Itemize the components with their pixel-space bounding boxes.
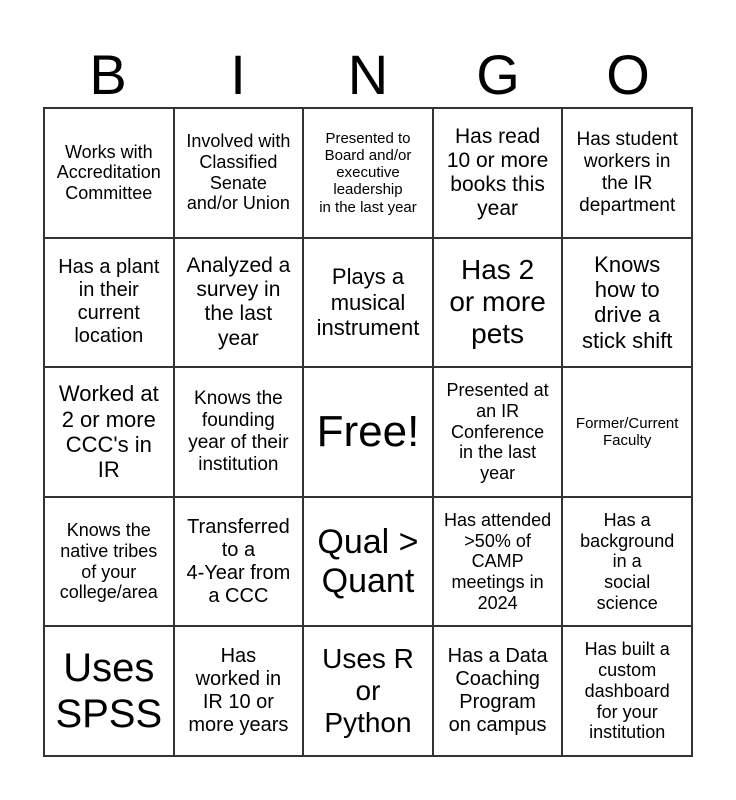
bingo-cell[interactable]	[174, 626, 304, 756]
cell-text: Has a background in a social science	[580, 509, 675, 613]
bingo-cell[interactable]	[174, 367, 304, 497]
cell-text: Presented at an IR Conference in the last year	[446, 380, 549, 484]
bingo-cell[interactable]	[303, 108, 433, 238]
bingo-cell[interactable]	[433, 238, 563, 368]
cell-text: Transferred to a 4-Year from a CCC	[186, 515, 291, 607]
bingo-cell[interactable]	[562, 626, 692, 756]
bingo-cell[interactable]	[433, 367, 563, 497]
cell-text: Has student workers in the IR department	[576, 129, 678, 216]
bingo-cell[interactable]	[562, 108, 692, 238]
cell-text: Knows how to drive a stick shift	[581, 251, 673, 353]
cell-text: Free!	[316, 406, 420, 456]
bingo-cell[interactable]	[562, 497, 692, 627]
bingo-cell[interactable]	[174, 238, 304, 368]
bingo-cell[interactable]	[44, 238, 174, 368]
bingo-cell[interactable]	[174, 497, 304, 627]
header-letter-b: B	[89, 43, 127, 106]
cell-text: Has read 10 or more books this year	[446, 124, 549, 220]
bingo-cell[interactable]	[44, 108, 174, 238]
cell-text: Has 2 or more pets	[449, 254, 546, 350]
cell-text: Qual > Quant	[317, 522, 419, 600]
header-letter-n: N	[347, 43, 389, 106]
cell-text: Knows the native tribes of your college/area	[59, 520, 158, 603]
header-letter-i: I	[230, 43, 246, 106]
bingo-cell[interactable]	[303, 497, 433, 627]
bingo-cell[interactable]	[562, 367, 692, 497]
bingo-header	[43, 44, 693, 106]
bingo-cell[interactable]	[433, 497, 563, 627]
bingo-cell[interactable]	[174, 108, 304, 238]
cell-text: Involved with Classified Senate and/or Union	[186, 131, 291, 214]
cell-text: Has worked in IR 10 or more years	[188, 645, 289, 737]
cell-text: Presented to Board and/or executive leadership in the last year	[319, 129, 417, 216]
bingo-cell-free[interactable]	[303, 367, 433, 497]
cell-text: Knows the founding year of their institution	[188, 388, 289, 475]
bingo-cell[interactable]	[433, 626, 563, 756]
bingo-cell[interactable]	[44, 367, 174, 497]
bingo-grid	[43, 107, 693, 757]
bingo-cell[interactable]	[44, 626, 174, 756]
cell-text: Plays a musical instrument	[316, 264, 420, 341]
bingo-cell[interactable]	[433, 108, 563, 238]
cell-text: Works with Accreditation Committee	[56, 141, 161, 204]
cell-text: Uses R or Python	[322, 642, 414, 739]
header-letter-g: G	[476, 43, 520, 106]
bingo-cell[interactable]	[303, 626, 433, 756]
cell-text: Former/Current Faculty	[575, 414, 679, 449]
cell-text: Has a plant in their current location	[58, 256, 160, 348]
cell-text: Worked at 2 or more CCC's in IR	[58, 381, 159, 483]
header-letter-o: O	[606, 43, 650, 106]
cell-text: Has built a custom dashboard for your institution	[584, 639, 670, 743]
cell-text: Analyzed a survey in the last year	[186, 254, 291, 350]
cell-text: Has a Data Coaching Program on campus	[447, 645, 548, 737]
bingo-cell[interactable]	[303, 238, 433, 368]
bingo-cell[interactable]	[562, 238, 692, 368]
cell-text: Uses SPSS	[55, 646, 163, 737]
bingo-cell[interactable]	[44, 497, 174, 627]
cell-text: Has attended >50% of CAMP meetings in 2024	[444, 509, 552, 613]
